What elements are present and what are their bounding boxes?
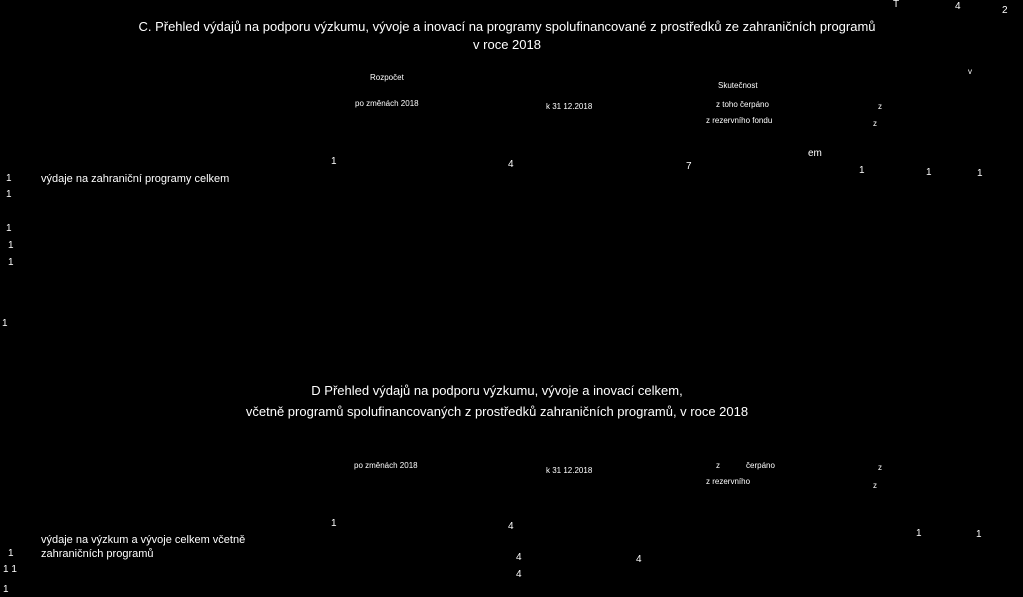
- row-number: 1: [3, 584, 9, 595]
- corner-mark-t: T: [893, 0, 900, 10]
- cell-value: 4: [516, 552, 522, 563]
- cell-value: 4: [636, 554, 642, 565]
- row-number: 1: [8, 240, 14, 251]
- d-header-k-datu: k 31 12.2018: [546, 466, 593, 475]
- row-label-vyzkum-celkem-2: zahraničních programů: [41, 548, 154, 560]
- cell-value: 7: [686, 161, 692, 172]
- d-header-z-1: z: [878, 463, 882, 472]
- row-label-zahranicni-programy: výdaje na zahraniční programy celkem: [41, 173, 230, 185]
- header-rozpocet: Rozpočet: [370, 73, 404, 82]
- row-number: 1: [6, 189, 12, 200]
- header-z-2: z: [873, 119, 877, 128]
- d-header-z-2: z: [873, 481, 877, 490]
- section-d-title-sub: včetně programů spolufinancovaných z prostředků zahraničních programů, v roce 2018: [245, 404, 749, 419]
- row-number: 1: [8, 548, 14, 559]
- d-header-z-rezervniho: z rezervního: [706, 477, 751, 486]
- section-c-title: C. Přehled výdajů na podporu výzkumu, vývoje a inovací na programy spolufinancované z prostředků ze zahraničních programů: [138, 19, 876, 34]
- row-number: 1 1: [3, 564, 17, 575]
- row-label-vyzkum-celkem: výdaje na výzkum a vývoje celkem včetně: [41, 534, 246, 546]
- cell-value: 1: [859, 165, 865, 176]
- corner-mark-2: 2: [1002, 5, 1008, 16]
- cell-value: 1: [331, 156, 337, 167]
- fragment-em: em: [808, 148, 822, 159]
- row-number: 1: [6, 223, 12, 234]
- header-z-rezervniho-fondu: z rezervního fondu: [706, 116, 773, 125]
- section-c-title-year: v roce 2018: [473, 37, 541, 52]
- header-skutecnost: Skutečnost: [718, 81, 758, 90]
- header-k-datu: k 31 12.2018: [546, 102, 593, 111]
- header-z-1: z: [878, 102, 882, 111]
- cell-value: 1: [977, 168, 983, 179]
- corner-mark-4: 4: [955, 1, 961, 12]
- header-po-zmenach: po změnách 2018: [355, 99, 419, 108]
- header-v: v: [968, 67, 972, 76]
- cell-value: 1: [926, 167, 932, 178]
- header-z-toho-cerpano: z toho čerpáno: [716, 100, 769, 109]
- cell-value: 1: [331, 518, 337, 529]
- cell-value: 1: [916, 528, 922, 539]
- row-number: 1: [8, 257, 14, 268]
- row-number: 1: [6, 173, 12, 184]
- section-d-title: D Přehled výdajů na podporu výzkumu, vývoje a inovací celkem,: [311, 383, 683, 398]
- cell-value: 4: [508, 521, 514, 532]
- d-header-po-zmenach: po změnách 2018: [354, 461, 418, 470]
- cell-value: 4: [508, 159, 514, 170]
- cell-value: 4: [516, 569, 522, 580]
- d-header-z: z: [716, 461, 720, 470]
- d-header-cerpano: čerpáno: [746, 461, 775, 470]
- row-number: 1: [2, 318, 8, 329]
- cell-value: 1: [976, 529, 982, 540]
